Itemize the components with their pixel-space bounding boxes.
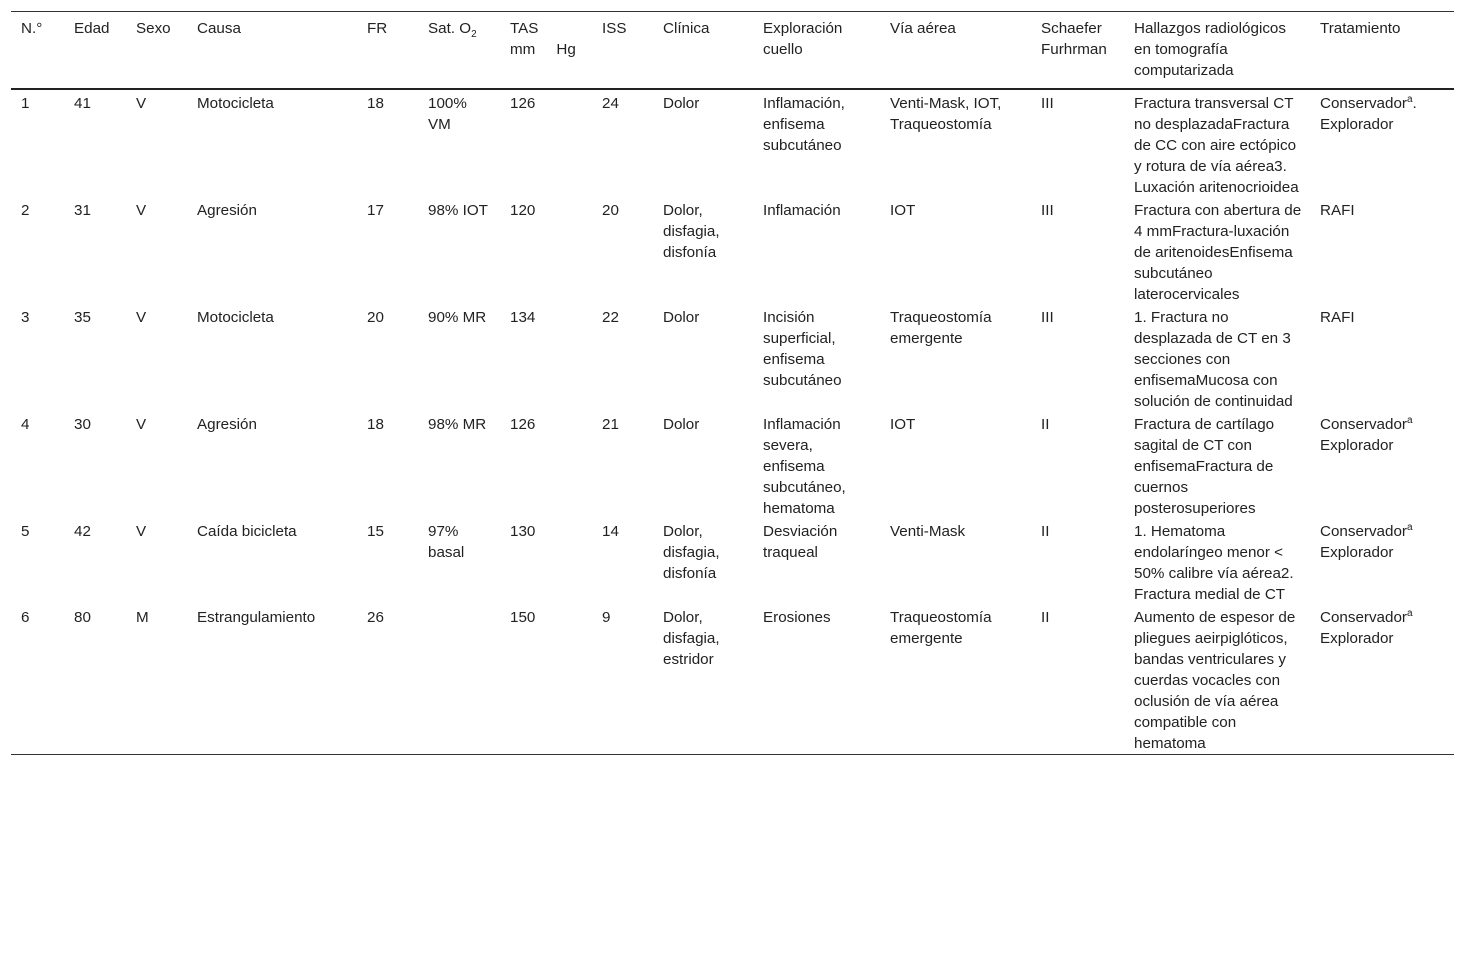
header-clinica: Clínica	[663, 20, 710, 37]
header-row	[11, 12, 1454, 90]
tratamiento-extra: Explorador	[1320, 437, 1394, 454]
cell-tratamiento	[1310, 198, 1454, 305]
cell-edad: 42	[74, 523, 91, 540]
cell-causa: Estrangulamiento	[197, 609, 316, 626]
cell-schaefer: II	[1041, 523, 1050, 540]
cell-tas: 126	[510, 416, 536, 433]
cell-num: 6	[21, 609, 30, 626]
cell-via: Venti-Mask, IOT, Traqueostomía	[890, 95, 1002, 133]
cell-fr: 18	[367, 95, 384, 112]
header-tas	[500, 12, 592, 90]
tratamiento-extra: Explorador	[1320, 630, 1394, 647]
tratamiento-extra: . Explorador	[1320, 95, 1417, 133]
cell-causa: Motocicleta	[197, 309, 274, 326]
footnote-marker: a	[1406, 94, 1413, 105]
cell-tas: 126	[510, 95, 536, 112]
cell-tratamiento	[1310, 89, 1454, 198]
tratamiento-text: RAFI	[1320, 309, 1355, 326]
cell-hallazgos: 1. Fractura no desplazada de CT en 3 secciones con enfisemaMucosa con solución de continuidad	[1134, 309, 1293, 410]
cell-edad: 30	[74, 416, 91, 433]
header-sexo: Sexo	[136, 20, 171, 37]
table-row	[11, 605, 1454, 755]
data-table	[11, 11, 1454, 755]
cell-schaefer: III	[1041, 202, 1054, 219]
cell-iss: 21	[602, 416, 619, 433]
header-fr: FR	[367, 20, 388, 37]
cell-iss: 9	[602, 609, 611, 626]
cell-fr: 20	[367, 309, 384, 326]
table-row	[11, 412, 1454, 519]
table-row	[11, 198, 1454, 305]
cell-hallazgos: Fractura transversal CT no desplazadaFractura de CC con aire ectópico y rotura de vía aérea3. Luxación aritenocrioidea	[1134, 95, 1299, 196]
cell-hallazgos: 1. Hematoma endolaríngeo menor < 50% calibre vía aérea2. Fractura medial de CT	[1134, 523, 1294, 603]
cell-sat: 90% MR	[428, 309, 487, 326]
table-container	[11, 11, 1454, 755]
cell-exploracion: Inflamación severa, enfisema subcutáneo, hematoma	[763, 416, 846, 517]
cell-sexo: V	[136, 416, 147, 433]
header-tas-line1: TAS	[510, 20, 539, 37]
cell-causa: Caída bicicleta	[197, 523, 297, 540]
cell-sexo: V	[136, 523, 147, 540]
cell-num: 2	[21, 202, 30, 219]
header-edad: Edad	[74, 20, 110, 37]
cell-exploracion: Inflamación, enfisema subcutáneo	[763, 95, 845, 154]
cell-num: 1	[21, 95, 30, 112]
tratamiento-text: Conservador	[1320, 523, 1407, 540]
cell-sexo: V	[136, 309, 147, 326]
table-row	[11, 519, 1454, 605]
cell-edad: 35	[74, 309, 91, 326]
cell-fr: 15	[367, 523, 384, 540]
cell-fr: 18	[367, 416, 384, 433]
cell-tratamiento	[1310, 305, 1454, 412]
table-row	[11, 89, 1454, 198]
cell-causa: Agresión	[197, 202, 257, 219]
cell-tratamiento	[1310, 519, 1454, 605]
cell-via: IOT	[890, 416, 916, 433]
cell-tas: 150	[510, 609, 536, 626]
cell-iss: 14	[602, 523, 619, 540]
cell-causa: Agresión	[197, 416, 257, 433]
tratamiento-text: Conservador	[1320, 609, 1407, 626]
cell-via: Venti-Mask	[890, 523, 966, 540]
tratamiento-extra: Explorador	[1320, 544, 1394, 561]
header-num: N.°	[21, 20, 43, 37]
footnote-marker: a	[1406, 522, 1413, 533]
cell-num: 4	[21, 416, 30, 433]
cell-edad: 41	[74, 95, 91, 112]
cell-iss: 22	[602, 309, 619, 326]
cell-num: 5	[21, 523, 30, 540]
cell-sat: 98% MR	[428, 416, 487, 433]
cell-sat	[418, 605, 500, 755]
cell-clinica: Dolor, disfagia, disfonía	[663, 523, 720, 582]
cell-exploracion: Erosiones	[763, 609, 831, 626]
footnote-marker: a	[1406, 608, 1413, 619]
header-sat-label: Sat. O	[428, 20, 472, 37]
cell-edad: 31	[74, 202, 91, 219]
tratamiento-text: Conservador	[1320, 95, 1407, 112]
header-tas-line2: mm Hg	[510, 41, 576, 58]
cell-sexo: V	[136, 95, 147, 112]
cell-sexo: M	[136, 609, 149, 626]
cell-tratamiento	[1310, 605, 1454, 755]
cell-clinica: Dolor	[663, 416, 700, 433]
cell-tas: 130	[510, 523, 536, 540]
cell-hallazgos: Fractura de cartílago sagital de CT con enfisemaFractura de cuernos posterosuperiores	[1134, 416, 1275, 517]
tratamiento-text: Conservador	[1320, 416, 1407, 433]
cell-via: IOT	[890, 202, 916, 219]
cell-tas: 120	[510, 202, 536, 219]
header-sat-subscript: 2	[471, 29, 477, 40]
cell-tratamiento	[1310, 412, 1454, 519]
cell-edad: 80	[74, 609, 91, 626]
header-iss: ISS	[602, 20, 627, 37]
table-body	[11, 89, 1454, 755]
header-hallazgos: Hallazgos radiológicos en tomografía computarizada	[1134, 20, 1286, 79]
header-via: Vía aérea	[890, 20, 956, 37]
cell-schaefer: III	[1041, 95, 1054, 112]
cell-schaefer: II	[1041, 609, 1050, 626]
cell-num: 3	[21, 309, 30, 326]
cell-clinica: Dolor	[663, 309, 700, 326]
cell-iss: 20	[602, 202, 619, 219]
cell-schaefer: II	[1041, 416, 1050, 433]
cell-exploracion: Incisión superficial, enfisema subcutáneo	[763, 309, 842, 389]
footnote-marker: a	[1406, 415, 1413, 426]
cell-sat: 100% VM	[428, 95, 467, 133]
tratamiento-text: RAFI	[1320, 202, 1355, 219]
header-schaefer: Schaefer Furhrman	[1041, 20, 1107, 58]
cell-sat: 98% IOT	[428, 202, 488, 219]
table-row	[11, 305, 1454, 412]
cell-via: Traqueostomía emergente	[890, 609, 992, 647]
cell-clinica: Dolor, disfagia, disfonía	[663, 202, 720, 261]
cell-via: Traqueostomía emergente	[890, 309, 992, 347]
cell-clinica: Dolor	[663, 95, 700, 112]
cell-fr: 17	[367, 202, 384, 219]
cell-exploracion: Desviación traqueal	[763, 523, 838, 561]
cell-clinica: Dolor, disfagia, estridor	[663, 609, 720, 668]
cell-hallazgos: Aumento de espesor de pliegues aeirpiglóticos, bandas ventriculares y cuerdas vocacles con oclusión de vía aérea compatible con hematoma	[1134, 609, 1296, 752]
cell-causa: Motocicleta	[197, 95, 274, 112]
cell-fr: 26	[367, 609, 384, 626]
cell-exploracion: Inflamación	[763, 202, 841, 219]
header-exploracion: Exploración cuello	[763, 20, 843, 58]
cell-tas: 134	[510, 309, 536, 326]
cell-schaefer: III	[1041, 309, 1054, 326]
cell-sexo: V	[136, 202, 147, 219]
cell-sat: 97% basal	[428, 523, 465, 561]
cell-hallazgos: Fractura con abertura de 4 mmFractura-luxación de aritenoidesEnfisema subcutáneo laterocervicales	[1134, 202, 1302, 303]
header-sat	[418, 12, 500, 90]
cell-iss: 24	[602, 95, 619, 112]
header-tratamiento: Tratamiento	[1320, 20, 1401, 37]
header-causa: Causa	[197, 20, 241, 37]
